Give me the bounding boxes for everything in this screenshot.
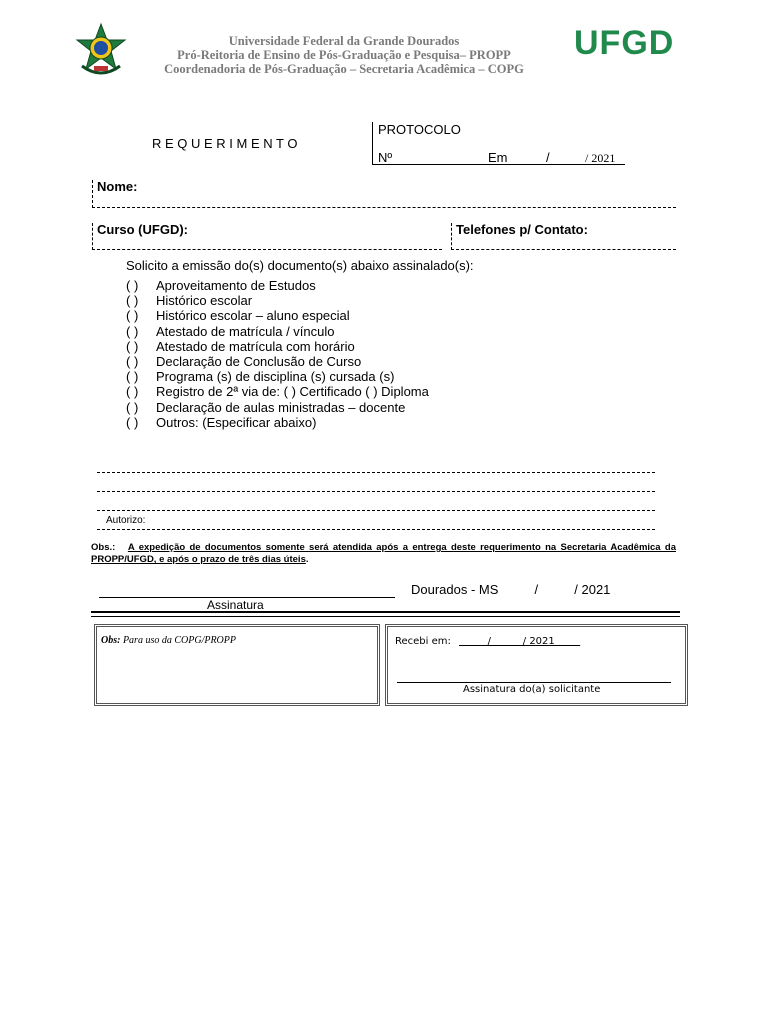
protocol-date-label: Em [488,150,508,165]
spec-line-2[interactable] [97,491,655,492]
option-row[interactable] [126,278,316,293]
received-date[interactable]: / / 2021 [459,636,581,647]
option-row[interactable] [126,339,355,354]
protocol-year: / 2021 [585,151,616,165]
curso-field-line[interactable] [92,249,442,250]
checkbox[interactable]: ( ) [126,278,139,293]
signature-label: Assinatura [207,598,264,612]
header-propp: Pró-Reitoria de Ensino de Pós-Graduação e Pesquisa– PROPP [177,48,511,62]
checkbox[interactable]: ( ) [126,369,139,385]
obs-notice: Obs.: A expedição de documentos somente será atendida após a entrega deste requerimento na Secretaria Acadêmica da PROPP/UFGD, e após o prazo de três dias úteis. [91,542,676,565]
checkbox[interactable]: ( ) [126,384,139,400]
nome-label: Nome: [97,179,138,194]
receipt-box [385,624,688,706]
protocol-box [372,122,625,165]
option-label: Aproveitamento de Estudos [156,278,316,293]
protocol-label: PROTOCOLO [378,122,461,137]
office-use-note: Obs: Para uso da COPG/PROPP [101,635,236,646]
header-copg: Coordenadoria de Pós-Graduação – Secretaria Acadêmica – COPG [164,62,524,76]
telefones-field-line[interactable] [451,249,676,250]
option-label: Declaração de aulas ministradas – docente [156,399,406,415]
obs-text: A expedição de documentos somente será atendida após a entrega deste requerimento na Secretaria Acadêmica da PROPP/UFGD, e após o prazo de três dias úteis [91,542,676,565]
autorizo-label: Autorizo: [106,515,146,526]
option-row[interactable] [126,400,405,415]
obs-label: Obs.: [91,542,116,553]
coat-of-arms-emblem [74,22,128,76]
checkbox[interactable]: ( ) [126,399,139,415]
header-university: Universidade Federal da Grande Dourados [228,34,460,48]
ufgd-logo: UFGD [574,24,675,62]
checkbox[interactable]: ( ) [126,414,139,430]
spec-line-1[interactable] [97,472,655,473]
option-label: Outros: (Especificar abaixo) [156,414,317,430]
spec-line-3[interactable] [97,510,655,511]
option-label: Histórico escolar [156,293,253,309]
protocol-slash: / [546,150,550,165]
option-row[interactable] [126,415,316,430]
received-label: Recebi em: [395,636,451,647]
receipt-signature-line[interactable] [397,682,671,683]
checkbox[interactable]: ( ) [126,293,139,309]
protocol-number-label: Nº [378,150,393,165]
checkbox[interactable]: ( ) [126,338,139,354]
page-title: R E Q U E R I M E N T O [152,136,298,151]
place-date: Dourados - MS / / 2021 [411,582,611,597]
checkbox[interactable]: ( ) [126,323,139,339]
nome-field-line[interactable] [92,207,676,208]
option-label: Registro de 2ª via de: ( ) Certificado ( ) Diploma [156,384,429,400]
receipt-signature-label: Assinatura do(a) solicitante [463,684,601,695]
option-label: Declaração de Conclusão de Curso [156,354,362,369]
checkbox[interactable]: ( ) [126,354,139,369]
option-label: Programa (s) de disciplina (s) cursada (s) [156,369,395,385]
curso-label: Curso (UFGD): [97,222,188,237]
office-use-box [94,624,380,706]
option-row[interactable] [126,354,361,369]
checkbox[interactable]: ( ) [126,308,139,324]
option-label: Histórico escolar – aluno especial [156,308,350,324]
telefones-label: Telefones p/ Contato: [456,222,588,237]
option-row[interactable] [126,324,334,339]
option-row[interactable] [126,293,252,308]
option-row[interactable] [126,308,350,323]
autorizo-line[interactable] [97,529,655,530]
divider-double-line [91,611,680,617]
option-label: Atestado de matrícula com horário [156,338,355,354]
request-intro: Solicito a emissão do(s) documento(s) abaixo assinalado(s): [126,258,474,273]
option-row[interactable] [126,384,429,399]
option-row[interactable] [126,369,394,384]
option-label: Atestado de matrícula / vínculo [156,323,335,339]
